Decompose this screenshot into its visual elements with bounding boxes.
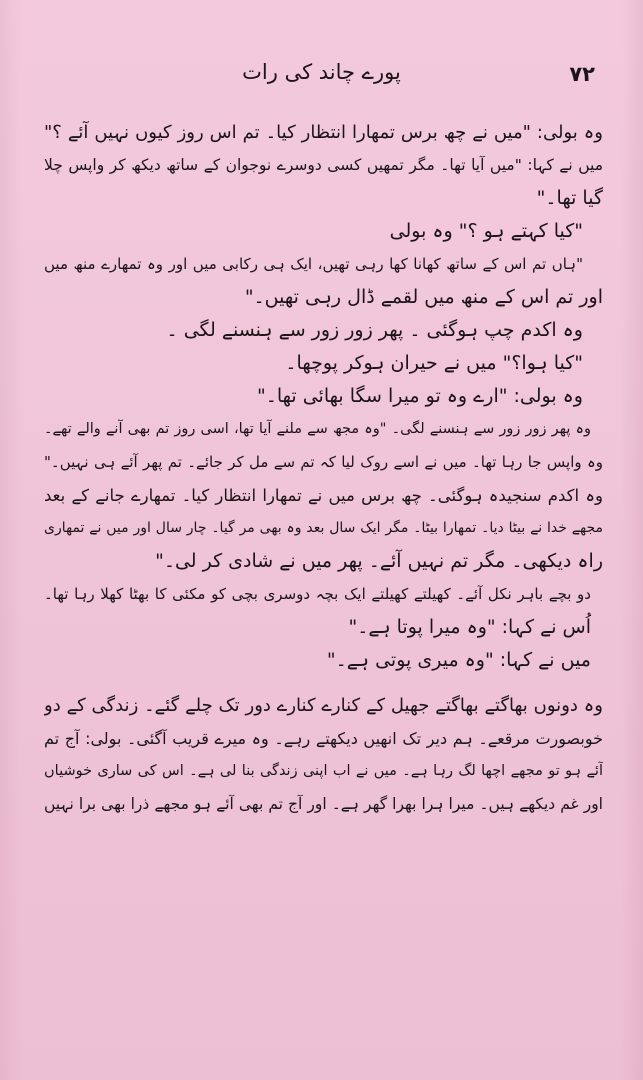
text-line: دو بچے باہر نکل آئے۔ کھیلتے کھیلتے ایک بچہ دوسری بچی کو مکئی کا بھٹا کھلا رہا تھا۔ (44, 585, 591, 603)
text-line: "ہاں تم اس کے ساتھ کھانا کھا رہی تھیں، ایک ہی رکابی میں اور وہ تمھارے منھ میں (44, 255, 583, 273)
text-line: آئے ہو تو مجھے اچھا لگ رہا ہے۔ میں نے اب اپنی زندگی بنا لی ہے۔ اس کی ساری خوشیاں (44, 763, 603, 779)
text-line: وہ دونوں بھاگتے بھاگتے جھیل کے کنارے کنارے دور تک چلے گئے۔ زندگی کے دو (44, 695, 603, 716)
page-number: ۷۲ (569, 62, 595, 86)
text-line: خوبصورت مرقعے۔ ہم دیر تک انھیں دیکھتے رہے۔ وہ میرے قریب آگئی۔ بولی: آج تم (44, 729, 603, 748)
text-line: وہ واپس جا رہا تھا۔ میں نے اسے روک لیا کہ تم سے مل کر جائے۔ تم پھر آئے ہی نہیں۔" (44, 453, 603, 471)
text-line: مجھے خدا نے بیٹا دیا۔ تمھارا بیٹا۔ مگر ایک سال بعد وہ بھی مر گیا۔ چار سال اور میں نے تمھاری (44, 520, 603, 536)
text-line: "کیا کہتے ہو ؟" وہ بولی (389, 220, 583, 242)
text-line: وہ پھر زور زور سے ہنسنے لگی۔ "وہ مجھ سے ملنے آیا تھا، اسی روز تم بھی آنے والے تھے۔ (44, 421, 591, 437)
page-header (40, 58, 603, 94)
text-line: "کیا ہوا؟" میں نے حیران ہوکر پوچھا۔ (285, 352, 583, 374)
text-line: وہ اکدم چپ ہوگئی ۔ پھر زور زور سے ہنسنے لگی ۔ (166, 319, 583, 341)
text-line: گیا تھا۔" (536, 187, 603, 209)
story-text (44, 116, 603, 821)
text-line: وہ بولی: "میں نے چھ برس تمھارا انتظار کیا۔ تم اس روز کیوں نہیں آئے ؟" (44, 122, 603, 143)
text-line: راہ دیکھی۔ مگر تم نہیں آئے۔ پھر میں نے شادی کر لی۔" (155, 550, 603, 572)
text-line: میں نے کہا: "میں آیا تھا۔ مگر تمھیں کسی دوسرے نوجوان کے ساتھ دیکھ کر واپس چلا (44, 156, 603, 174)
text-line: وہ اکدم سنجیدہ ہوگئی۔ چھ برس میں نے تمھارا انتظار کیا۔ تمھارے جانے کے بعد (44, 486, 603, 505)
text-line: اور غم دیکھے ہیں۔ میرا ہرا بھرا گھر ہے۔ اور آج تم بھی آئے ہو مجھے ذرا بھی برا نہیں (44, 795, 603, 813)
text-line: اُس نے کہا: "وہ میرا پوتا ہے۔" (348, 616, 591, 638)
text-line: میں نے کہا: "وہ میری پوتی ہے۔" (326, 649, 591, 671)
text-line: وہ بولی: "ارے وہ تو میرا سگا بھائی تھا۔" (256, 385, 583, 407)
text-line: اور تم اس کے منھ میں لقمے ڈال رہی تھیں۔" (244, 286, 603, 308)
running-title: پورے چاند کی رات (242, 60, 401, 84)
